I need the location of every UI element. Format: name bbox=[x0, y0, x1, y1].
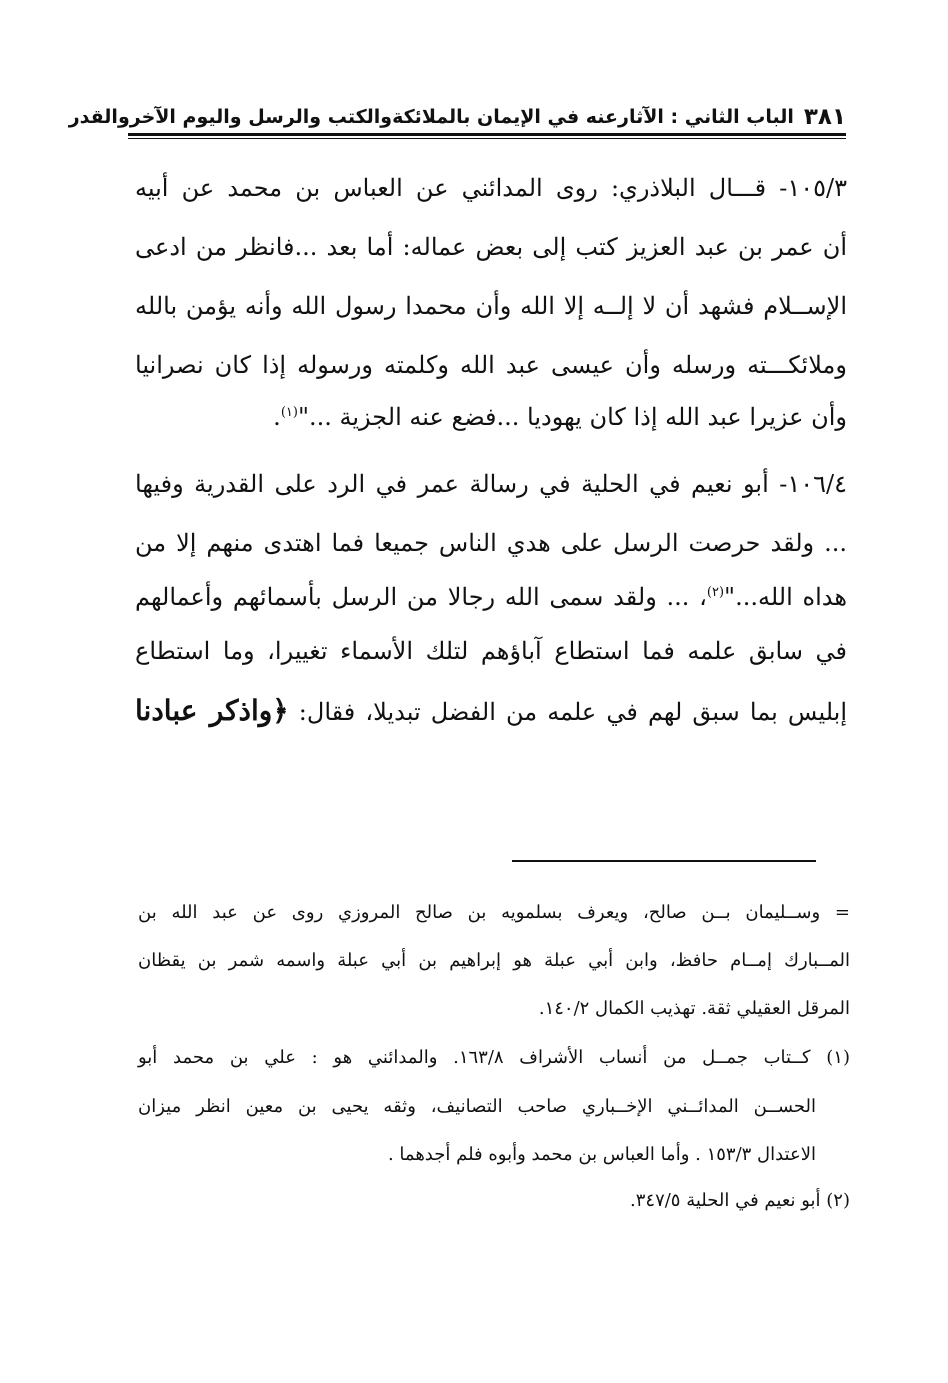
header-rule-thin bbox=[128, 138, 846, 139]
body-line: أن عمر بن عبد العزيز كتب إلى بعض عماله: أما بعد ...فانظر من ادعى bbox=[135, 233, 847, 261]
body-line: ١٠٦/٤- أبو نعيم في الحلية في رسالة عمر في الرد على القدرية وفيها bbox=[135, 470, 847, 498]
body-text: ، ... ولقد سمى الله رجالا من الرسل بأسمائهم وأعمالهم bbox=[135, 583, 707, 611]
footnote-line: المــبارك إمــام حافظ، وابن أبي عبلة هو إبراهيم بن أبي عبلة واسمه شمر بن يقظان bbox=[138, 950, 850, 971]
body-text: وأن عزيرا عبد الله إذا كان يهوديا ...فضع عنه الجزية ..." bbox=[297, 403, 847, 431]
footnote-ref: (٢) bbox=[706, 585, 725, 600]
footnote-separator bbox=[512, 860, 816, 862]
running-header bbox=[68, 102, 846, 132]
footnote-1: (١) كــتاب جمــل من أنساب الأشراف ١٦٣/٨. والمدائني هو : علي بن محمد أبو bbox=[138, 1047, 850, 1068]
footnote-line: الاعتدال ١٥٣/٣ . وأما العباس بن محمد وأبوه فلم أجدهما . bbox=[387, 1144, 816, 1165]
page-number: ٣٨١ bbox=[803, 104, 846, 130]
body-line: في سابق علمه فما استطاع آباؤهم لتلك الأسماء تغييرا، وما استطاع bbox=[135, 637, 847, 665]
body-line: ١٠٥/٣- قـــال البلاذري: روى المدائني عن العباس بن محمد عن أبيه bbox=[135, 174, 847, 202]
body-line: الإســلام فشهد أن لا إلــه إلا الله وأن محمدا رسول الله وأنه يؤمن بالله bbox=[135, 292, 847, 320]
body-line: ... ولقد حرصت الرسل على هدي الناس جميعا فما اهتدى منهم إلا من bbox=[135, 529, 847, 557]
body-text: هداه الله..." bbox=[724, 583, 848, 611]
quran-quote: ﴿واذكر عبادنا bbox=[135, 694, 289, 727]
footnote-2: (٢) أبو نعيم في الحلية ٣٤٧/٥. bbox=[630, 1190, 850, 1211]
body-line: وملائكـــته ورسله وأن عيسى عبد الله وكلمته ورسوله إذا كان نصرانيا bbox=[135, 351, 847, 379]
chapter-title: الباب الثاني : الآثارعنه في الإيمان بالملائكةوالكتب والرسل واليوم الآخروالقدر bbox=[68, 106, 794, 128]
footnote-line: المرقل العقيلي ثقة. تهذيب الكمال ١٤٠/٢. bbox=[538, 998, 850, 1019]
header-rule bbox=[128, 133, 846, 136]
footnote-line: = وســليمان بــن صالح، ويعرف بسلمويه بن صالح المروزي روى عن عبد الله بن bbox=[138, 902, 850, 923]
footnote-ref: (١) bbox=[280, 405, 298, 420]
body-line bbox=[135, 686, 847, 736]
body-text: إبليس بما سبق لهم في علمه من الفضل تبديلا، فقال: bbox=[288, 698, 848, 726]
body-line bbox=[135, 572, 847, 622]
footnote-line: الحســن المدائــني الإخــباري صاحب التصانيف، وثقه يحيى بن معين انظر ميزان bbox=[138, 1096, 816, 1117]
body-line bbox=[135, 392, 847, 442]
body-text: . bbox=[273, 403, 281, 431]
